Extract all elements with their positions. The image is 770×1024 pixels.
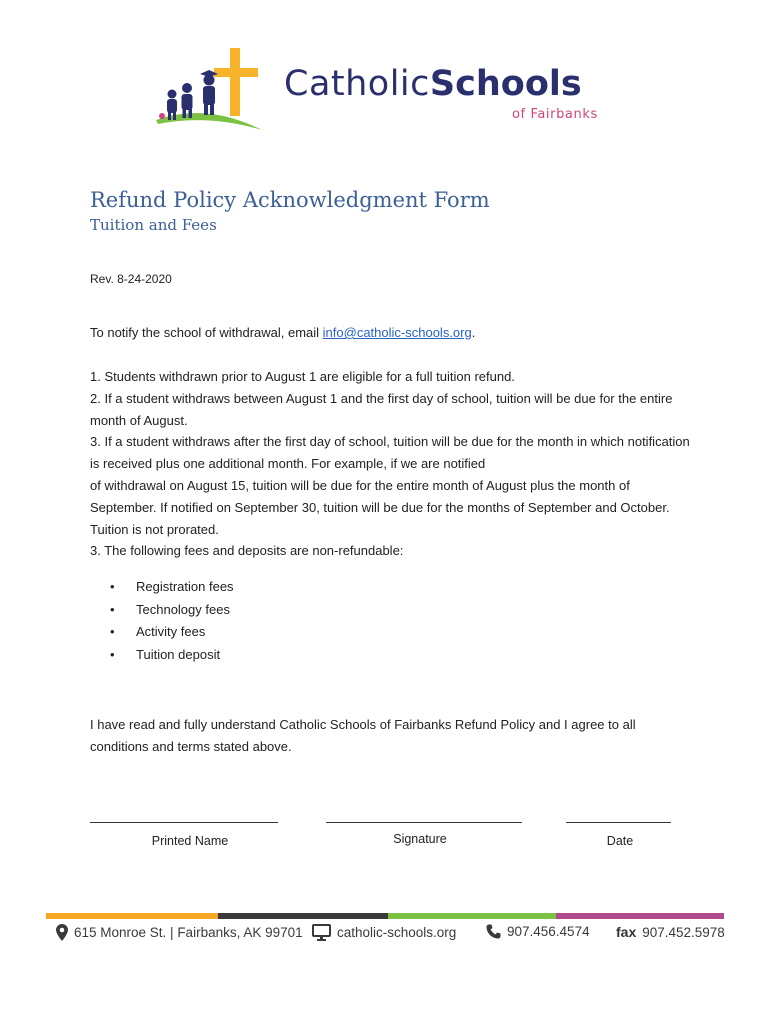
fee-item: • Activity fees [108, 621, 234, 644]
footer-fax [616, 924, 725, 940]
catholic-schools-logo [150, 44, 280, 136]
footer-phone [486, 924, 590, 939]
footer-bar-purple [556, 913, 724, 919]
notify-paragraph [90, 325, 475, 340]
brand-word-catholic: Catholic [284, 64, 430, 104]
policy-item: 3. If a student withdraws after the first day of school, tuition will be due for the month in which notification is received plus one additional month. For example, if we are notified [90, 434, 690, 472]
printed-name-label: Printed Name [151, 834, 229, 848]
brand-wordmark [284, 64, 582, 104]
acknowledgment-statement: I have read and fully understand Catholic Schools of Fairbanks Refund Policy and I agree to all conditions and terms stated above. [90, 717, 636, 754]
form-subtitle: Tuition and Fees [90, 216, 217, 234]
footer-website [312, 924, 456, 941]
policy-list [90, 366, 690, 562]
non-refundable-fees-list [108, 576, 234, 667]
footer-bar-orange [46, 913, 218, 919]
monitor-icon [312, 924, 331, 941]
phone-icon [486, 924, 501, 939]
phone-text[interactable]: 907.456.4574 [507, 924, 590, 939]
footer-bar-green [388, 913, 556, 919]
website-text[interactable]: catholic-schools.org [337, 925, 457, 940]
fee-item: • Tuition deposit [108, 644, 234, 667]
printed-name-line[interactable] [90, 822, 278, 823]
revision-date: Rev. 8-24-2020 [90, 272, 172, 286]
map-pin-icon [56, 924, 68, 941]
fee-item: • Registration fees [108, 576, 234, 599]
address-text: 615 Monroe St. | Fairbanks, AK 99701 [74, 925, 303, 940]
brand-word-schools: Schools [429, 64, 582, 104]
notify-prefix: To notify the school of withdrawal, email [90, 325, 323, 340]
fax-text: 907.452.5978 [642, 924, 725, 940]
form-title: Refund Policy Acknowledgment Form [90, 188, 490, 212]
brand-subtitle: of Fairbanks [512, 107, 598, 122]
signature-line[interactable] [326, 822, 522, 823]
notify-suffix: . [471, 325, 476, 340]
policy-item: 2. If a student withdraws between August 1 and the first day of school, tuition will be due for the entire month of August. [90, 390, 673, 428]
fax-label: fax [616, 924, 637, 940]
fee-item: • Technology fees [108, 599, 234, 622]
policy-item: 1. Students withdrawn prior to August 1 are eligible for a full tuition refund. [90, 369, 515, 384]
footer-address [56, 924, 303, 941]
date-line[interactable] [566, 822, 671, 823]
signature-label: Signature [393, 832, 447, 846]
policy-item: of withdrawal on August 15, tuition will be due for the entire month of August plus the month of September. If notified on September 30, tuition will be due for the months of September and October. Tuition is not prorated. [90, 477, 670, 537]
policy-item: 3. The following fees and deposits are non-refundable: [90, 543, 404, 559]
date-label: Date [606, 834, 634, 848]
footer-bar-dark [218, 913, 388, 919]
email-link[interactable]: info@catholic-schools.org [322, 325, 472, 340]
